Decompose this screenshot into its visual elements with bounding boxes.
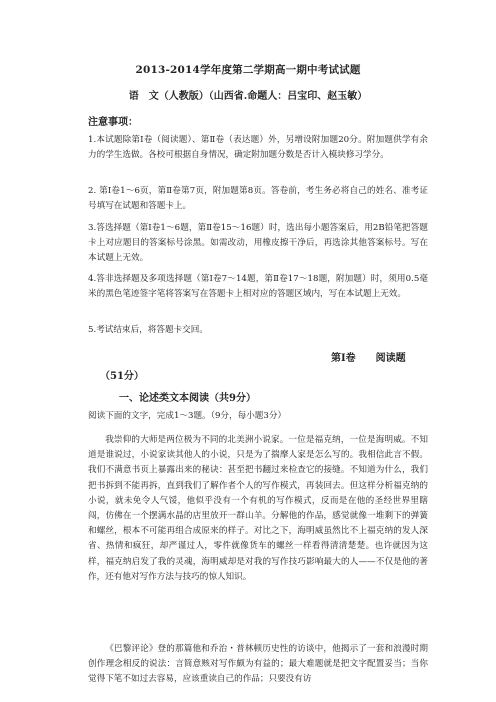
- exam-title: 2013-2014学年度第二学期高一期中考试试题: [135, 64, 361, 76]
- notice-item-2: 2. 第Ⅰ卷1～6页，第Ⅱ卷第7页，附加题第8页。答卷前，考生务必将自己的姓名、准考证号填写在试题和答题卡上。: [88, 186, 428, 212]
- section-points: （51分）: [100, 371, 144, 382]
- section-title: 第Ⅰ卷 阅读题: [331, 353, 406, 364]
- subsection-heading: 一、论述类文本阅读（共9分）: [119, 393, 256, 404]
- notice-heading: 注意事项：: [88, 117, 138, 128]
- exam-subtitle: 语 文（人教版）（山西省.命题人：吕宝印、赵玉敏）: [128, 91, 368, 102]
- body-paragraph-2: 《巴黎评论》登的那篇他和乔治・普林顿历史性的访谈中，他揭示了一套和浪漫时期创作理念相反的说法：言简意赅对写作颇为有益的；最大难题就是把文字配置妥当；当你觉得下笔不如过去容易，应该重读自己的作品；只要没有访: [88, 644, 428, 685]
- body-paragraph-1: 我崇仰的大师是两位极为不同的北美洲小说家。一位是福克纳，一位是海明威。不知道是谁说过，小说家读其他人的小说，只是为了揣摩人家是怎么写的。我相信此言不假。我们不满意书页上暴露出来的秘诀：甚至把书翻过来检查它的接缝。不知道为什么，我们把书拆到不能再拆，直到我们了解作者个人的写作模式，再装回去。但这样分析福克纳的小说，就未免令人气馁，他似乎没有一个有机的写作模式，反而是在他的圣经世界里瞎闯，仿佛在一个摆满水晶的店里放开一群山羊。分解他的作品，感觉就像一堆剩下的弹簧和螺丝，根本不可能再组合成原来的样子。对比之下，海明威虽然比不上福克纳的发人深省、热情和疯狂，却严谨过人，零件就像货车的螺丝一样看得清清楚楚。也许就因为这样，福克纳启发了我的灵魂，海明威却是对我的写作技巧影响最大的人——不仅是他的著作，还有他对写作方法与技巧的惊人知识。: [88, 435, 428, 582]
- notice-item-3: 3.答选择题（第Ⅰ卷1～6题，第Ⅱ卷15～16题）时，选出每小题答案后，用2B铅笔把答题卡上对应题目的答案标号涂黑。如需改动，用橡皮擦干净后，再选涂其他答案标号。写在本试题上无效。: [88, 223, 428, 264]
- notice-item-1: 1.本试题除第Ⅰ卷（阅读题）、第Ⅱ卷（表达题）外，另增设附加题20分。附加题供学有余力的学生选做。各校可根据自身情况，确定附加题分数是否计入模块修习学分。: [88, 135, 428, 161]
- reading-instruction: 阅读下面的文字，完成1～3题。（9分，每小题3分）: [88, 411, 287, 421]
- notice-item-4: 4.答非选择题及多项选择题（第Ⅰ卷7～14题，第Ⅱ卷17～18题，附加题）时，须用0.5毫米的黑色笔迹签字笔将答案写在答题卡上相对应的答题区域内，写在本试题上无效。: [88, 274, 428, 300]
- notice-item-5: 5.考试结束后，将答题卡交回。: [88, 325, 208, 335]
